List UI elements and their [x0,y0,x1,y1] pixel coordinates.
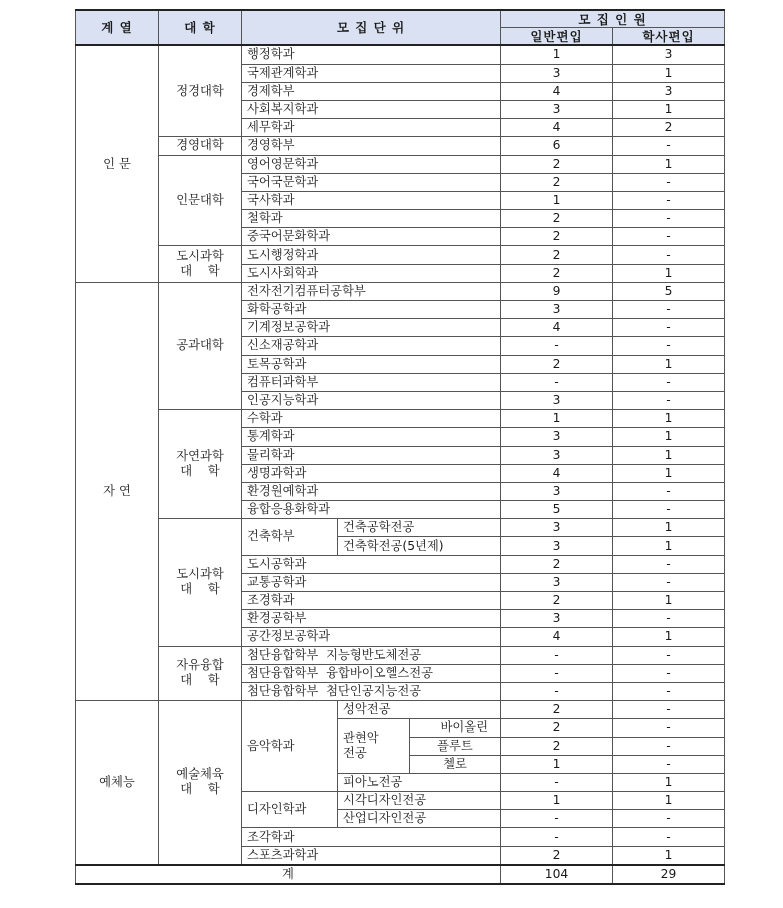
unit-name: 행정학과 [242,45,501,64]
unit-name: 인공지능학과 [242,391,501,409]
college-line-1: 도시과학 [176,249,224,264]
unit-name: 영어영문학과 [242,155,501,173]
bachelor-count: - [613,719,725,737]
general-count: 2 [501,228,613,246]
bachelor-count: 1 [613,64,725,82]
college-line-1: 자연과학 [176,449,224,464]
bachelor-count: - [613,301,725,319]
general-count: 3 [501,301,613,319]
general-count: 3 [501,446,613,464]
bachelor-count: - [613,810,725,828]
bachelor-count: - [613,173,725,191]
bachelor-count: 1 [613,628,725,646]
recruitment-table [75,9,725,885]
general-count: - [501,664,613,682]
total-label: 계 [76,865,501,884]
general-count: - [501,682,613,700]
bachelor-count: - [613,737,725,755]
unit-name: 조경학과 [242,592,501,610]
college-yesul [159,701,242,865]
bachelor-count: - [613,501,725,519]
general-count: 2 [501,592,613,610]
bachelor-count: 1 [613,446,725,464]
bachelor-count: 1 [613,100,725,118]
unit-name: 컴퓨터과학부 [242,373,501,391]
bachelor-count: 1 [613,519,725,537]
unit-name: 통계학과 [242,428,501,446]
bachelor-count: 1 [613,773,725,791]
group-inmun: 인 문 [76,45,159,282]
bachelor-count: 1 [613,155,725,173]
general-count: 2 [501,210,613,228]
general-count: 9 [501,282,613,300]
general-count: - [501,828,613,846]
bachelor-count: - [613,137,725,155]
unit-name: 융합응용화학과 [242,501,501,519]
general-count: 4 [501,464,613,482]
unit-name: 도시행정학과 [242,246,501,264]
unit-name: 첼로 [410,755,501,773]
general-count: 4 [501,628,613,646]
bachelor-count: 1 [613,537,725,555]
bachelor-count: - [613,246,725,264]
general-count: - [501,646,613,664]
college-line-2: 대 학 [180,673,220,688]
general-count: - [501,337,613,355]
bachelor-count: 1 [613,410,725,428]
general-count: 1 [501,191,613,209]
bachelor-count: - [613,573,725,591]
general-count: 3 [501,537,613,555]
unit-name: 성악전공 [338,701,501,719]
general-count: 2 [501,264,613,282]
unit-name: 첨단융합학부 지능형반도체전공 [242,646,501,664]
unit-name: 환경공학부 [242,610,501,628]
bachelor-count: - [613,828,725,846]
unit-name: 신소재공학과 [242,337,501,355]
unit-name: 공간정보공학과 [242,628,501,646]
unit-name: 화학공학과 [242,301,501,319]
bachelor-count: - [613,664,725,682]
group-yechene: 예체능 [76,701,159,865]
general-count: 1 [501,755,613,773]
bachelor-count: - [613,228,725,246]
bachelor-count: - [613,755,725,773]
unit-name: 경영학부 [242,137,501,155]
unit-name: 조각학과 [242,828,501,846]
total-general: 104 [501,865,613,884]
bachelor-count: - [613,555,725,573]
unit-name: 사회복지학과 [242,100,501,118]
general-count: 3 [501,64,613,82]
college-line-2: 대 학 [180,782,220,797]
bachelor-count: 2 [613,119,725,137]
general-count: 2 [501,155,613,173]
total-bachelor: 29 [613,865,725,884]
unit-name: 토목공학과 [242,355,501,373]
unit-name: 국어국문학과 [242,173,501,191]
unit-name: 도시공학과 [242,555,501,573]
bachelor-count: 3 [613,82,725,100]
bachelor-count: 1 [613,264,725,282]
unit-name: 환경원예학과 [242,482,501,500]
bachelor-count: 1 [613,428,725,446]
college-line-2: 대 학 [180,464,220,479]
unit-name: 생명과학과 [242,464,501,482]
general-count: 3 [501,573,613,591]
unit-name: 전자전기컴퓨터공학부 [242,282,501,300]
bachelor-count: 1 [613,792,725,810]
general-count: 3 [501,391,613,409]
general-count: 4 [501,319,613,337]
bachelor-count: - [613,337,725,355]
general-count: 3 [501,519,613,537]
header-gyeyeol: 계 열 [76,10,159,45]
unit-name: 도시사회학과 [242,264,501,282]
unit-name: 세무학과 [242,119,501,137]
college-jeonggyeong: 정경대학 [159,45,242,136]
general-count: 2 [501,846,613,865]
general-count: 3 [501,610,613,628]
general-count: 1 [501,792,613,810]
unit-name: 건축학전공(5년제) [338,537,501,555]
unit-name: 철학과 [242,210,501,228]
bachelor-count: 1 [613,355,725,373]
unit-name: 국사학과 [242,191,501,209]
bachelor-count: 5 [613,282,725,300]
bachelor-count: - [613,682,725,700]
general-count: - [501,773,613,791]
college-line-1: 자유융합 [176,658,224,673]
bachelor-count: - [613,373,725,391]
college-line-2: 대 학 [180,264,220,279]
general-count: 5 [501,501,613,519]
bachelor-count: - [613,646,725,664]
header-bachelor: 학사편입 [613,28,725,46]
unit-name: 피아노전공 [338,773,501,791]
header-college: 대 학 [159,10,242,45]
unit-group-music: 음악학과 [242,701,338,792]
unit-name: 경제학부 [242,82,501,100]
general-count: 2 [501,701,613,719]
bachelor-count: - [613,482,725,500]
general-count: 4 [501,119,613,137]
bachelor-count: - [613,610,725,628]
unit-name: 물리학과 [242,446,501,464]
general-count: - [501,810,613,828]
subgroup-line-2: 전공 [343,746,367,761]
unit-name: 스포츠과학과 [242,846,501,865]
unit-name: 교통공학과 [242,573,501,591]
unit-name: 첨단융합학부 첨단인공지능전공 [242,682,501,700]
college-line-1: 예술체육 [176,767,224,782]
unit-name: 국제관계학과 [242,64,501,82]
general-count: 3 [501,482,613,500]
college-inmun: 인문대학 [159,155,242,246]
bachelor-count: 3 [613,45,725,64]
general-count: 4 [501,82,613,100]
college-gyeongyeong: 경영대학 [159,137,242,155]
general-count: 6 [501,137,613,155]
unit-name: 시각디자인전공 [338,792,501,810]
bachelor-count: - [613,391,725,409]
unit-name: 기계정보공학과 [242,319,501,337]
general-count: 2 [501,555,613,573]
unit-name: 첨단융합학부 융합바이오헬스전공 [242,664,501,682]
unit-name: 산업디자인전공 [338,810,501,828]
bachelor-count: 1 [613,592,725,610]
general-count: 3 [501,100,613,118]
bachelor-count: - [613,210,725,228]
unit-group-arch: 건축학부 [242,519,338,555]
college-line-2: 대 학 [180,582,220,597]
college-dosi-jayeon [159,519,242,646]
group-jayeon: 자 연 [76,282,159,700]
header-unit: 모 집 단 위 [242,10,501,45]
header-recruit: 모 집 인 원 [501,10,725,28]
general-count: 1 [501,45,613,64]
unit-name: 중국어문화학과 [242,228,501,246]
bachelor-count: - [613,701,725,719]
unit-group-design: 디자인학과 [242,792,338,828]
unit-subgroup-orchestra [338,719,410,774]
bachelor-count: - [613,319,725,337]
bachelor-count: - [613,191,725,209]
bachelor-count: 1 [613,846,725,865]
general-count: 2 [501,173,613,191]
general-count: 2 [501,355,613,373]
unit-name: 건축공학전공 [338,519,501,537]
unit-name: 플루트 [410,737,501,755]
general-count: 3 [501,428,613,446]
general-count: 2 [501,719,613,737]
bachelor-count: 1 [613,464,725,482]
college-line-1: 도시과학 [176,567,224,582]
header-general: 일반편입 [501,28,613,46]
college-dosi-inmun [159,246,242,282]
general-count: - [501,373,613,391]
general-count: 2 [501,246,613,264]
unit-name: 바이올린 [410,719,501,737]
unit-name: 수학과 [242,410,501,428]
college-gonggwa: 공과대학 [159,282,242,409]
college-jayeon [159,410,242,519]
general-count: 2 [501,737,613,755]
general-count: 1 [501,410,613,428]
subgroup-line-1: 관현악 [343,731,379,746]
college-jayu [159,646,242,701]
